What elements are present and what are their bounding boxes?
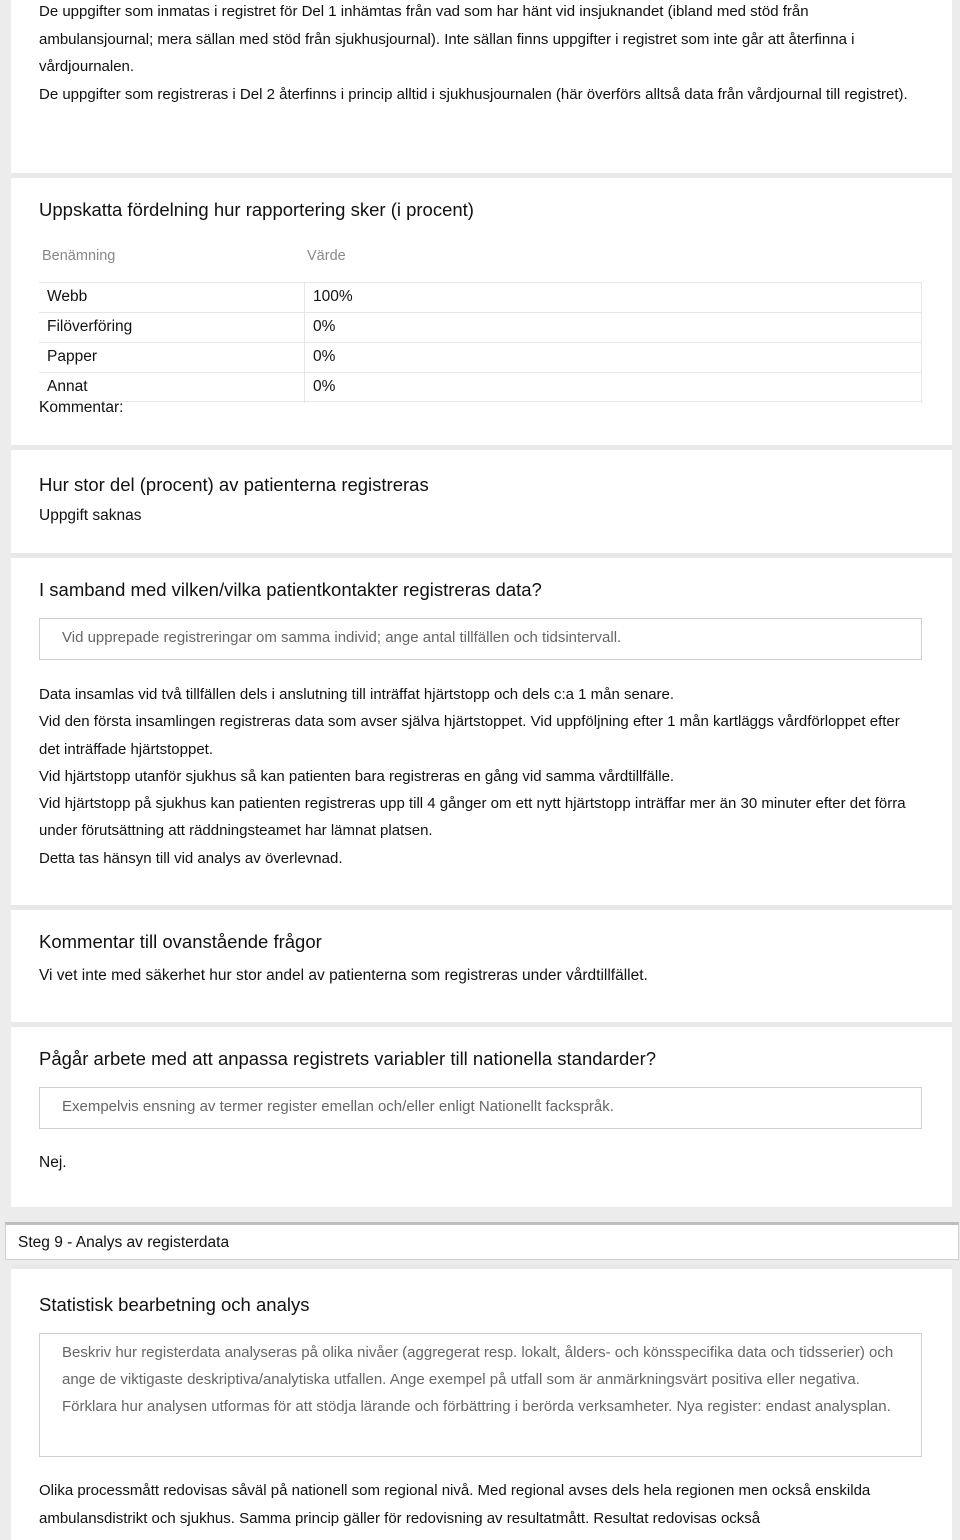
intro-card — [11, 0, 952, 173]
row-name: Papper — [47, 348, 97, 365]
intro-paragraph-1: De uppgifter som inmatas i registret för Del 1 inhämtas från vad som har hänt vid insjuknandet (ibland med stöd från ambulansjournal; mera sällan med stöd från sjukhusjournal). Inte sällan finns uppgifter i registret som inte går att återfinna i vårdjournalen. — [39, 3, 855, 75]
contacts-answer — [39, 681, 924, 872]
statistics-answer: Olika processmått redovisas såväl på nationell som regional nivå. Med regional avses dels hela regionen men också enskilda ambulansdistrikt och sjukhus. Samma princip gäller för redovisning av resultatmått. Resultat redovisas också — [39, 1482, 871, 1527]
step-header — [5, 1222, 959, 1260]
table-row — [39, 342, 922, 372]
row-name: Filöverföring — [47, 318, 133, 335]
contacts-hint: Vid upprepade registreringar om samma individ; ange antal tillfällen och tidsintervall. — [39, 618, 922, 660]
standards-hint: Exempelvis ensning av termer register emellan och/eller enligt Nationellt fackspråk. — [39, 1087, 922, 1129]
row-name: Annat — [47, 378, 88, 395]
comment-card — [11, 905, 952, 1022]
step-label: Steg 9 - Analys av registerdata — [18, 1234, 230, 1251]
share-card — [11, 445, 952, 553]
table-row — [39, 282, 922, 312]
contacts-answer-line: Vid hjärtstopp på sjukhus kan patienten registreras upp till 4 gånger om ett nytt hjärtstopp inträffar mer än 30 minuter efter det förra under förutsättning att räddningsteamet har lämnat platsen. — [39, 795, 906, 840]
column-header-value: Värde — [307, 248, 346, 264]
statistics-hint: Beskriv hur registerdata analyseras på olika nivåer (aggregerat resp. lokalt, ålders- och könsspecifika data och tidsserier) och ange de viktigaste deskriptiva/analytiska utfallen. Ange exempel på utfall som är anmärkningsvärt positiva eller negativa. Förklara hur analysen utformas för att stödja lärande och förbättring i berörda verksamheter. Nya register: endast analysplan. — [39, 1333, 922, 1457]
contacts-answer-line: Vid den första insamlingen registreras data som avser själva hjärtstoppet. Vid uppföljning efter 1 mån kartläggs vårdförloppet efter det inträffade hjärtstoppet. — [39, 713, 900, 758]
distribution-card — [11, 173, 952, 445]
contacts-answer-line: Data insamlas vid två tillfällen dels i anslutning till inträffat hjärtstopp och dels c:a 1 mån senare. — [39, 686, 675, 703]
contacts-card — [11, 553, 952, 905]
statistics-card — [11, 1264, 952, 1540]
row-value: 0% — [313, 378, 336, 395]
contacts-answer-line: Detta tas hänsyn till vid analys av överlevnad. — [39, 849, 343, 867]
share-title: Hur stor del (procent) av patienterna registreras — [39, 474, 429, 495]
row-value: 0% — [313, 348, 336, 365]
contacts-answer-line: Vid hjärtstopp utanför sjukhus så kan patienten bara registreras en gång vid samma vårdtillfälle. — [39, 767, 675, 785]
column-header-name: Benämning — [42, 248, 116, 264]
comment-title: Kommentar till ovanstående frågor — [39, 931, 322, 952]
standards-title: Pågår arbete med att anpassa registrets variabler till nationella standarder? — [39, 1048, 657, 1069]
row-name: Webb — [47, 288, 88, 305]
comment-label: Kommentar: — [39, 399, 124, 416]
intro-paragraph-2: De uppgifter som registreras i Del 2 återfinns i princip alltid i sjukhusjournalen (här överförs alltså data från vårdjournal till registret). — [39, 85, 908, 103]
row-value: 0% — [313, 318, 336, 335]
distribution-title: Uppskatta fördelning hur rapportering sker (i procent) — [39, 199, 474, 220]
standards-card — [11, 1022, 952, 1207]
share-answer: Uppgift saknas — [39, 507, 142, 524]
table-row — [39, 312, 922, 342]
comment-answer: Vi vet inte med säkerhet hur stor andel av patienterna som registreras under vårdtillfället. — [39, 967, 648, 984]
contacts-title: I samband med vilken/vilka patientkontakter registreras data? — [39, 579, 542, 600]
row-value: 100% — [313, 288, 353, 305]
statistics-title: Statistisk bearbetning och analys — [39, 1294, 310, 1315]
standards-answer: Nej. — [39, 1154, 67, 1171]
table-row — [39, 372, 922, 402]
